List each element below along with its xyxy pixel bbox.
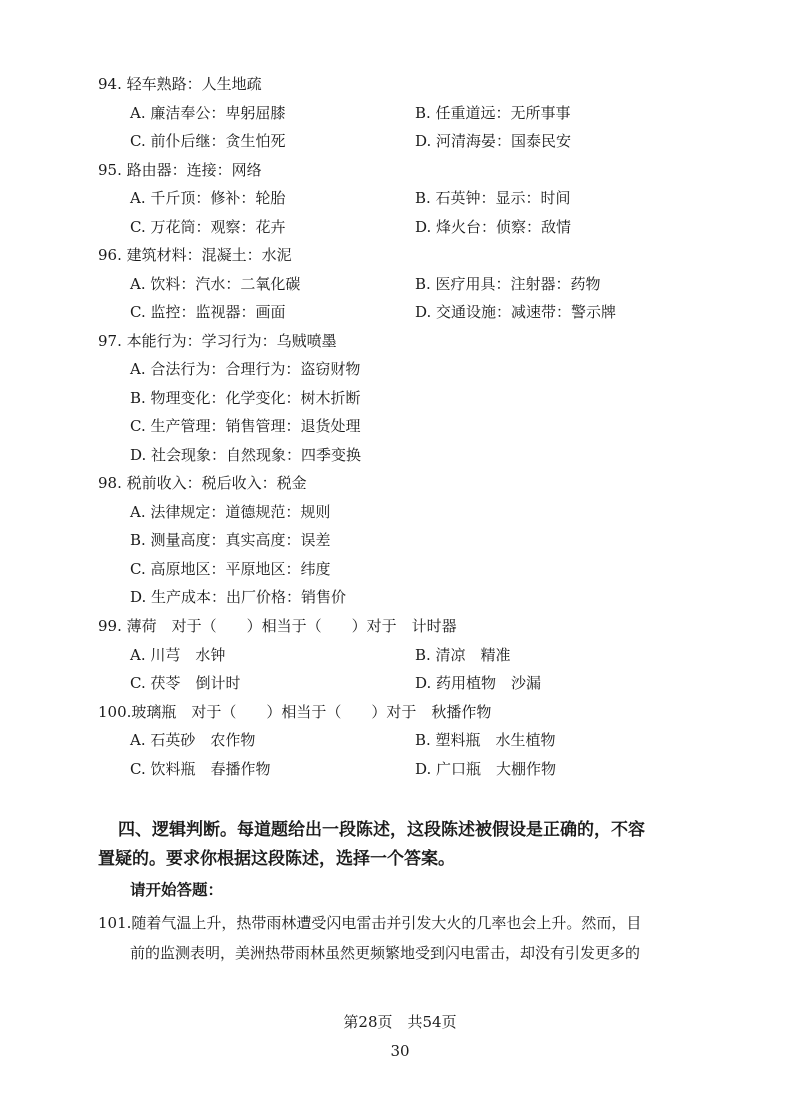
question-98-option-d: D. 生产成本：出厂价格：销售价 bbox=[130, 588, 347, 606]
question-97-stem: 97. 本能行为：学习行为：乌贼喷墨 bbox=[98, 332, 337, 350]
question-97-option-c: C. 生产管理：销售管理：退货处理 bbox=[130, 417, 361, 435]
question-94-option-a: A. 廉洁奉公：卑躬屈膝 bbox=[130, 104, 286, 122]
question-100-option-b: B. 塑料瓶 水生植物 bbox=[415, 731, 556, 749]
question-95-stem: 95. 路由器：连接：网络 bbox=[98, 161, 262, 179]
question-99-stem: 99. 薄荷 对于（ ）相当于（ ）对于 计时器 bbox=[98, 617, 457, 635]
question-94-option-c: C. 前仆后继：贪生怕死 bbox=[130, 132, 286, 150]
question-95-option-c: C. 万花筒：观察：花卉 bbox=[130, 218, 286, 236]
question-97-option-d: D. 社会现象：自然现象：四季变换 bbox=[130, 446, 362, 464]
question-98-stem: 98. 税前收入：税后收入：税金 bbox=[98, 474, 307, 492]
question-101-line-2: 前的监测表明，美洲热带雨林虽然更频繁地受到闪电雷击，却没有引发更多的 bbox=[130, 944, 641, 962]
page-label: 第28页 共54页 bbox=[343, 1013, 457, 1031]
question-100-option-c: C. 饮料瓶 春播作物 bbox=[130, 760, 271, 778]
question-95-option-b: B. 石英钟：显示：时间 bbox=[415, 189, 571, 207]
question-94-option-b: B. 任重道远：无所事事 bbox=[415, 104, 571, 122]
question-96-option-d: D. 交通设施：减速带：警示牌 bbox=[415, 303, 617, 321]
question-96-option-b: B. 医疗用具：注射器：药物 bbox=[415, 275, 601, 293]
section-title-line-1: 四、逻辑判断。每道题给出一段陈述，这段陈述被假设是正确的，不容 bbox=[118, 820, 645, 840]
section-title-line-2: 置疑的。要求你根据这段陈述，选择一个答案。 bbox=[98, 849, 455, 869]
question-96-option-a: A. 饮料：汽水：二氧化碳 bbox=[130, 275, 301, 293]
question-98-option-a: A. 法律规定：道德规范：规则 bbox=[130, 503, 331, 521]
question-98-option-c: C. 高原地区：平原地区：纬度 bbox=[130, 560, 331, 578]
question-94-option-d: D. 河清海晏：国泰民安 bbox=[415, 132, 572, 150]
question-100-option-d: D. 广口瓶 大棚作物 bbox=[415, 760, 557, 778]
question-96-stem: 96. 建筑材料：混凝土：水泥 bbox=[98, 246, 292, 264]
question-99-option-c: C. 茯苓 倒计时 bbox=[130, 674, 241, 692]
question-96-option-c: C. 监控：监视器：画面 bbox=[130, 303, 286, 321]
start-answering-label: 请开始答题： bbox=[130, 881, 224, 899]
question-94-stem: 94. 轻车熟路：人生地疏 bbox=[98, 75, 262, 93]
question-97-option-b: B. 物理变化：化学变化：树木折断 bbox=[130, 389, 361, 407]
question-99-option-a: A. 川芎 水钟 bbox=[130, 646, 226, 664]
page-number: 30 bbox=[390, 1042, 410, 1060]
question-95-option-d: D. 烽火台：侦察：敌情 bbox=[415, 218, 572, 236]
question-100-stem: 100.玻璃瓶 对于（ ）相当于（ ）对于 秋播作物 bbox=[98, 703, 492, 721]
question-99-option-d: D. 药用植物 沙漏 bbox=[415, 674, 542, 692]
question-99-option-b: B. 清凉 精准 bbox=[415, 646, 511, 664]
question-101-line-1: 101.随着气温上升，热带雨林遭受闪电雷击并引发大火的几率也会上升。然而，目 bbox=[98, 914, 642, 932]
question-95-option-a: A. 千斤顶：修补：轮胎 bbox=[130, 189, 286, 207]
question-98-option-b: B. 测量高度：真实高度：误差 bbox=[130, 531, 331, 549]
question-100-option-a: A. 石英砂 农作物 bbox=[130, 731, 256, 749]
question-97-option-a: A. 合法行为：合理行为：盗窃财物 bbox=[130, 360, 361, 378]
